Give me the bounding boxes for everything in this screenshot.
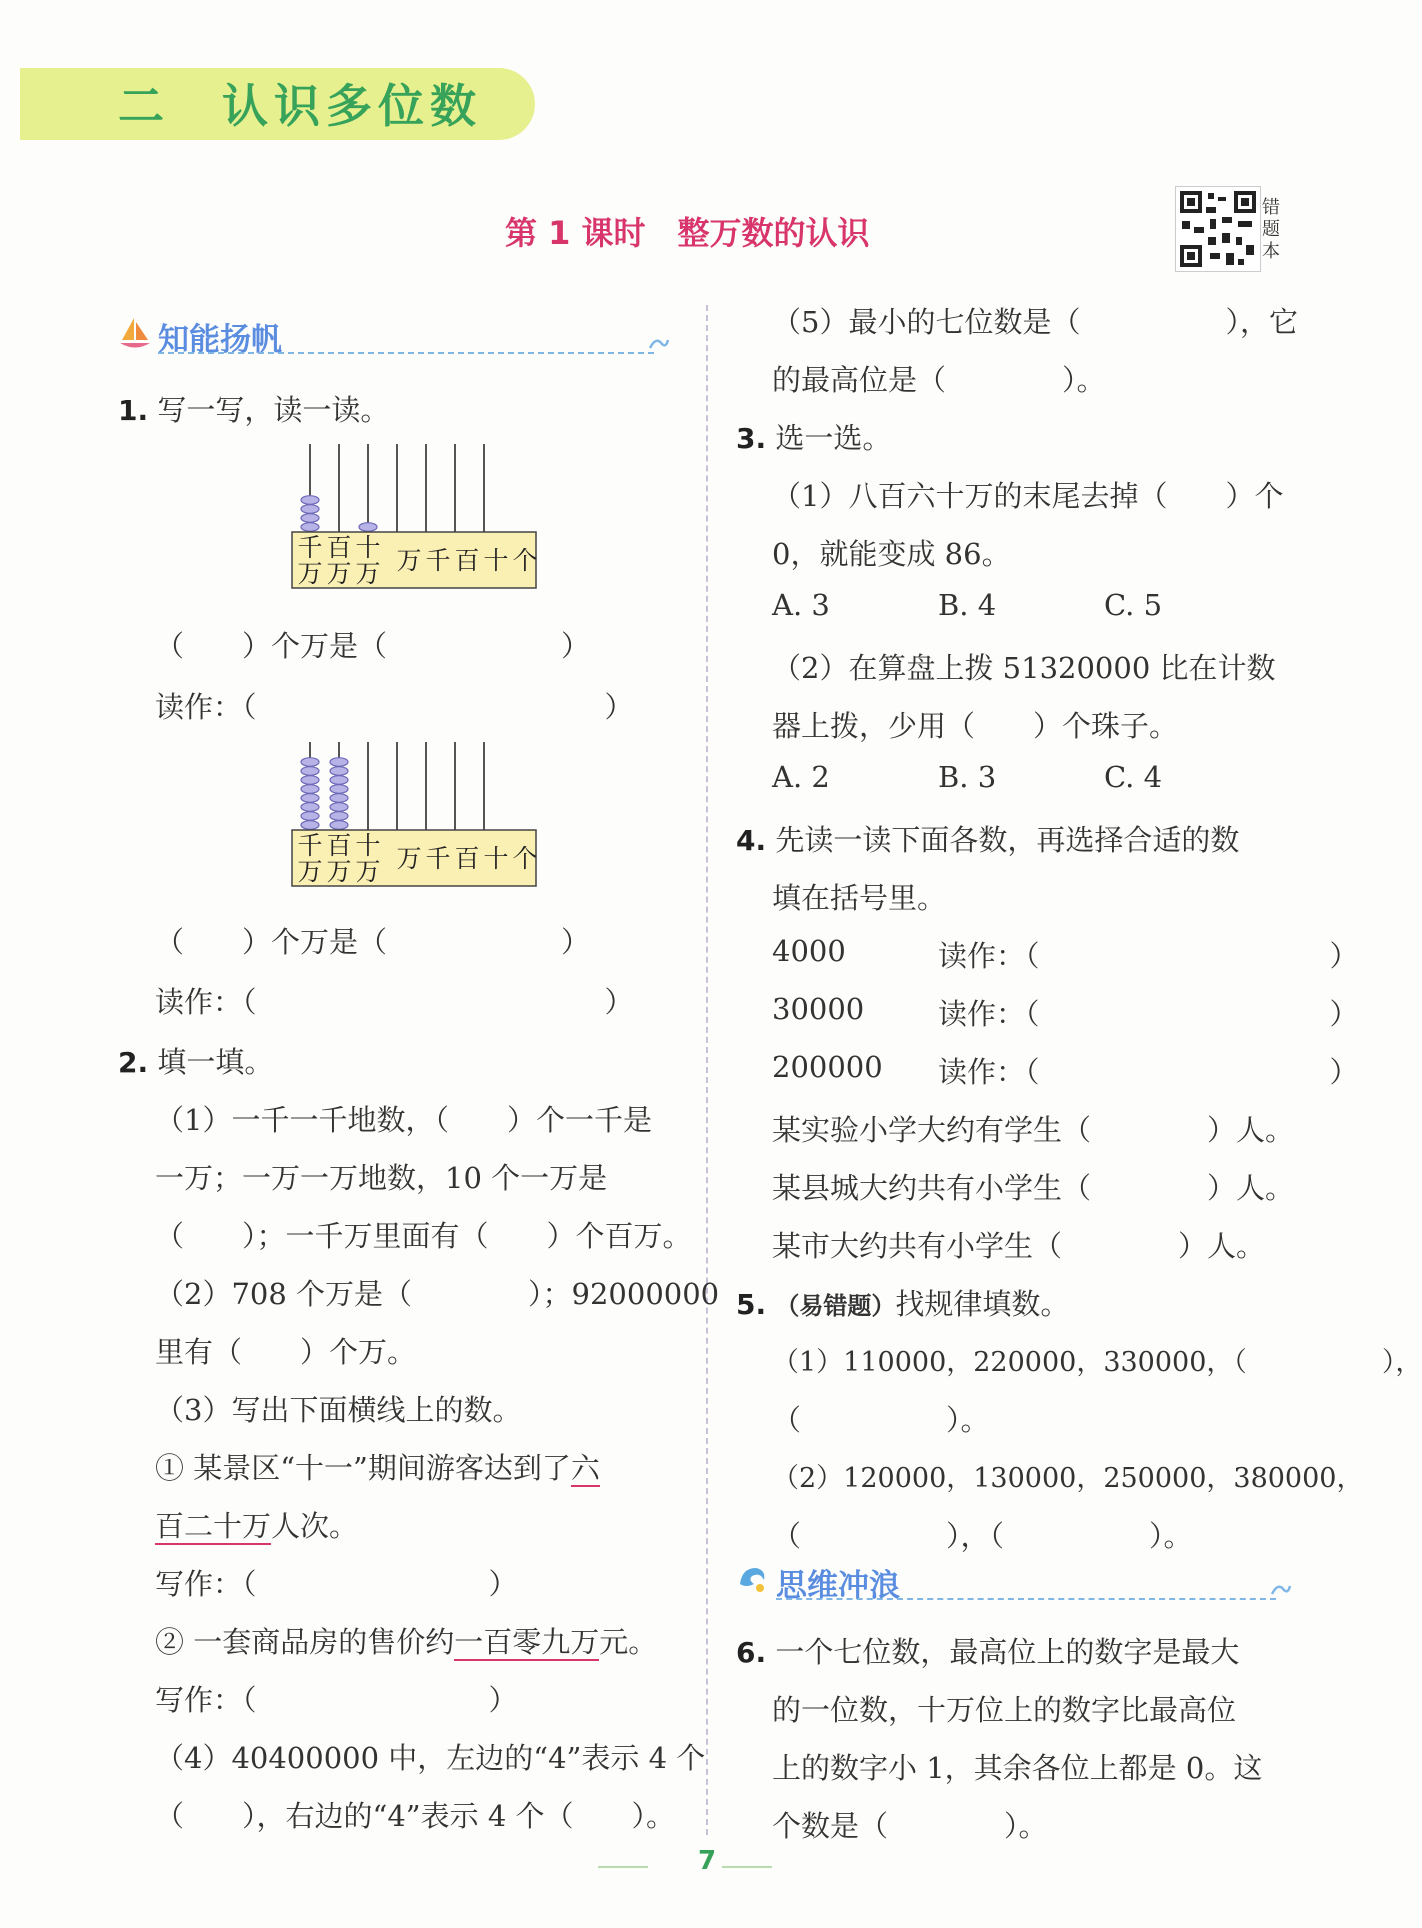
sailboat-icon bbox=[118, 316, 152, 352]
place-label: 个 bbox=[512, 844, 538, 873]
section-underline bbox=[776, 1598, 1276, 1600]
place-label: 个 bbox=[512, 546, 538, 575]
abacus-bead bbox=[330, 785, 348, 794]
section-header-b: 思维冲浪 bbox=[776, 1568, 900, 1604]
place-label: 万 bbox=[355, 559, 381, 588]
sequence-line: （1）110000，220000，330000，（ ）， bbox=[772, 1347, 1422, 1378]
text-line: 上的数字小 1，其余各位上都是 0。这 bbox=[772, 1751, 1263, 1785]
place-label: 千 bbox=[425, 844, 451, 873]
abacus-bead bbox=[301, 821, 319, 830]
text-line: （ ），右边的“4”表示 4 个（ ）。 bbox=[155, 1799, 675, 1833]
text-line: 的一位数，十万位上的数字比最高位 bbox=[772, 1693, 1237, 1727]
section-header-a: 知能扬帆 bbox=[158, 322, 282, 358]
text-line: （3）写出下面横线上的数。 bbox=[155, 1393, 522, 1427]
abacus-bead bbox=[301, 776, 319, 785]
number-item: 30000 bbox=[772, 992, 865, 1026]
counting-frame-2 bbox=[290, 738, 540, 888]
blank-line: （ ）个万是（ ） bbox=[155, 629, 591, 663]
abacus-bead bbox=[301, 496, 319, 505]
sentence: 某实验小学大约有学生（ ）人。 bbox=[772, 1113, 1295, 1147]
text-line: （1）八百六十万的末尾去掉（ ）个 bbox=[772, 479, 1284, 513]
read-line: 读作：（ ） bbox=[938, 1055, 1359, 1089]
text-line: 里有（ ）个万。 bbox=[155, 1335, 417, 1369]
option-b[interactable]: B. 4 bbox=[938, 588, 997, 622]
abacus-bead bbox=[330, 767, 348, 776]
read-line: 读作：（ ） bbox=[155, 985, 634, 1019]
abacus-bead bbox=[301, 812, 319, 821]
text-line: （4）40400000 中，左边的“4”表示 4 个 bbox=[155, 1741, 706, 1775]
place-label: 千 bbox=[425, 546, 451, 575]
text-line: 百二十万人次。 bbox=[155, 1509, 359, 1543]
wave-icon bbox=[648, 334, 670, 354]
place-label: 万 bbox=[396, 844, 422, 873]
abacus-bead bbox=[330, 758, 348, 767]
qr-code[interactable] bbox=[1175, 186, 1261, 272]
write-line: 写作：（ ） bbox=[155, 1683, 518, 1717]
option-b[interactable]: B. 3 bbox=[938, 760, 997, 794]
abacus-bead bbox=[301, 794, 319, 803]
place-label: 十 bbox=[483, 546, 509, 575]
question-2: 2. 填一填。 bbox=[118, 1045, 274, 1079]
place-label: 万 bbox=[396, 546, 422, 575]
qr-label: 错题本 bbox=[1262, 197, 1280, 262]
text-line: （2）在算盘上拨 51320000 比在计数 bbox=[772, 651, 1276, 685]
text-line: ② 一套商品房的售价约一百零九万元。 bbox=[155, 1625, 658, 1659]
question-6: 6. 一个七位数，最高位上的数字是最大 bbox=[736, 1635, 1240, 1669]
wave-icon bbox=[1270, 1580, 1292, 1600]
text-line: 一万；一万一万地数，10 个一万是 bbox=[155, 1161, 608, 1195]
place-label: 万 bbox=[326, 857, 352, 886]
place-label: 百 bbox=[326, 533, 352, 562]
question-5: 5. （易错题）找规律填数。 bbox=[736, 1287, 1070, 1321]
place-label: 十 bbox=[355, 831, 381, 860]
sequence-line: （ ），（ ）。 bbox=[772, 1519, 1193, 1553]
text-line: 的最高位是（ ）。 bbox=[772, 363, 1106, 397]
sentence: 某县城大约共有小学生（ ）人。 bbox=[772, 1171, 1295, 1205]
text-line: （1）一千一千地数，（ ）个一千是 bbox=[155, 1103, 652, 1137]
place-label: 万 bbox=[297, 559, 323, 588]
question-1: 1. 写一写，读一读。 bbox=[118, 393, 390, 427]
abacus-bead bbox=[301, 803, 319, 812]
abacus-bead bbox=[330, 821, 348, 830]
place-label: 百 bbox=[454, 546, 480, 575]
text-line: 0，就能变成 86。 bbox=[772, 537, 1011, 571]
abacus-bead bbox=[301, 523, 319, 532]
text-line: 个数是（ ）。 bbox=[772, 1809, 1048, 1843]
abacus-bead bbox=[330, 794, 348, 803]
abacus-bead bbox=[301, 767, 319, 776]
abacus-bead bbox=[301, 514, 319, 523]
option-c[interactable]: C. 5 bbox=[1104, 588, 1163, 622]
number-item: 4000 bbox=[772, 934, 846, 968]
place-label: 十 bbox=[355, 533, 381, 562]
blank-line: （ ）个万是（ ） bbox=[155, 925, 591, 959]
abacus-bead bbox=[301, 505, 319, 514]
place-label: 百 bbox=[454, 844, 480, 873]
text-line: （5）最小的七位数是（ ），它 bbox=[772, 305, 1298, 339]
abacus-bead bbox=[330, 776, 348, 785]
counting-frame-1 bbox=[290, 440, 540, 590]
option-c[interactable]: C. 4 bbox=[1104, 760, 1163, 794]
text-line: （2）708 个万是（ ）；92000000 bbox=[155, 1277, 720, 1311]
column-divider bbox=[706, 305, 708, 1835]
wave-swirl-icon bbox=[736, 1562, 770, 1596]
unit-title: 二 认识多位数 bbox=[118, 79, 482, 133]
read-line: 读作：（ ） bbox=[155, 690, 634, 724]
number-item: 200000 bbox=[772, 1050, 883, 1084]
place-label: 千 bbox=[297, 533, 323, 562]
page-number-rule bbox=[722, 1866, 772, 1868]
option-a[interactable]: A. 3 bbox=[772, 588, 830, 622]
text-line: （ ）；一千万里面有（ ）个百万。 bbox=[155, 1219, 692, 1253]
place-label: 千 bbox=[297, 831, 323, 860]
question-4: 4. 先读一读下面各数，再选择合适的数 bbox=[736, 823, 1240, 857]
sequence-line: （2）120000，130000，250000，380000， bbox=[772, 1463, 1364, 1494]
abacus-bead bbox=[301, 758, 319, 767]
place-label: 万 bbox=[355, 857, 381, 886]
abacus-bead bbox=[301, 785, 319, 794]
text-line: ① 某景区“十一”期间游客达到了六 bbox=[155, 1451, 600, 1485]
read-line: 读作：（ ） bbox=[938, 939, 1359, 973]
text-line: 器上拨，少用（ ）个珠子。 bbox=[772, 709, 1179, 743]
place-label: 万 bbox=[297, 857, 323, 886]
lesson-title: 第 1 课时 整万数的认识 bbox=[505, 214, 870, 252]
place-label: 十 bbox=[483, 844, 509, 873]
question-3: 3. 选一选。 bbox=[736, 421, 892, 455]
place-label: 万 bbox=[326, 559, 352, 588]
read-line: 读作：（ ） bbox=[938, 997, 1359, 1031]
text-line: 填在括号里。 bbox=[772, 881, 947, 915]
sequence-line: （ ）。 bbox=[772, 1403, 990, 1437]
page-number-rule bbox=[598, 1866, 648, 1868]
abacus-bead bbox=[330, 803, 348, 812]
place-label: 百 bbox=[326, 831, 352, 860]
write-line: 写作：（ ） bbox=[155, 1567, 518, 1601]
page-number: 7 bbox=[698, 1846, 717, 1876]
sentence: 某市大约共有小学生（ ）人。 bbox=[772, 1229, 1266, 1263]
section-underline bbox=[158, 352, 654, 354]
abacus-bead bbox=[359, 523, 377, 532]
abacus-bead bbox=[330, 812, 348, 821]
option-a[interactable]: A. 2 bbox=[772, 760, 830, 794]
